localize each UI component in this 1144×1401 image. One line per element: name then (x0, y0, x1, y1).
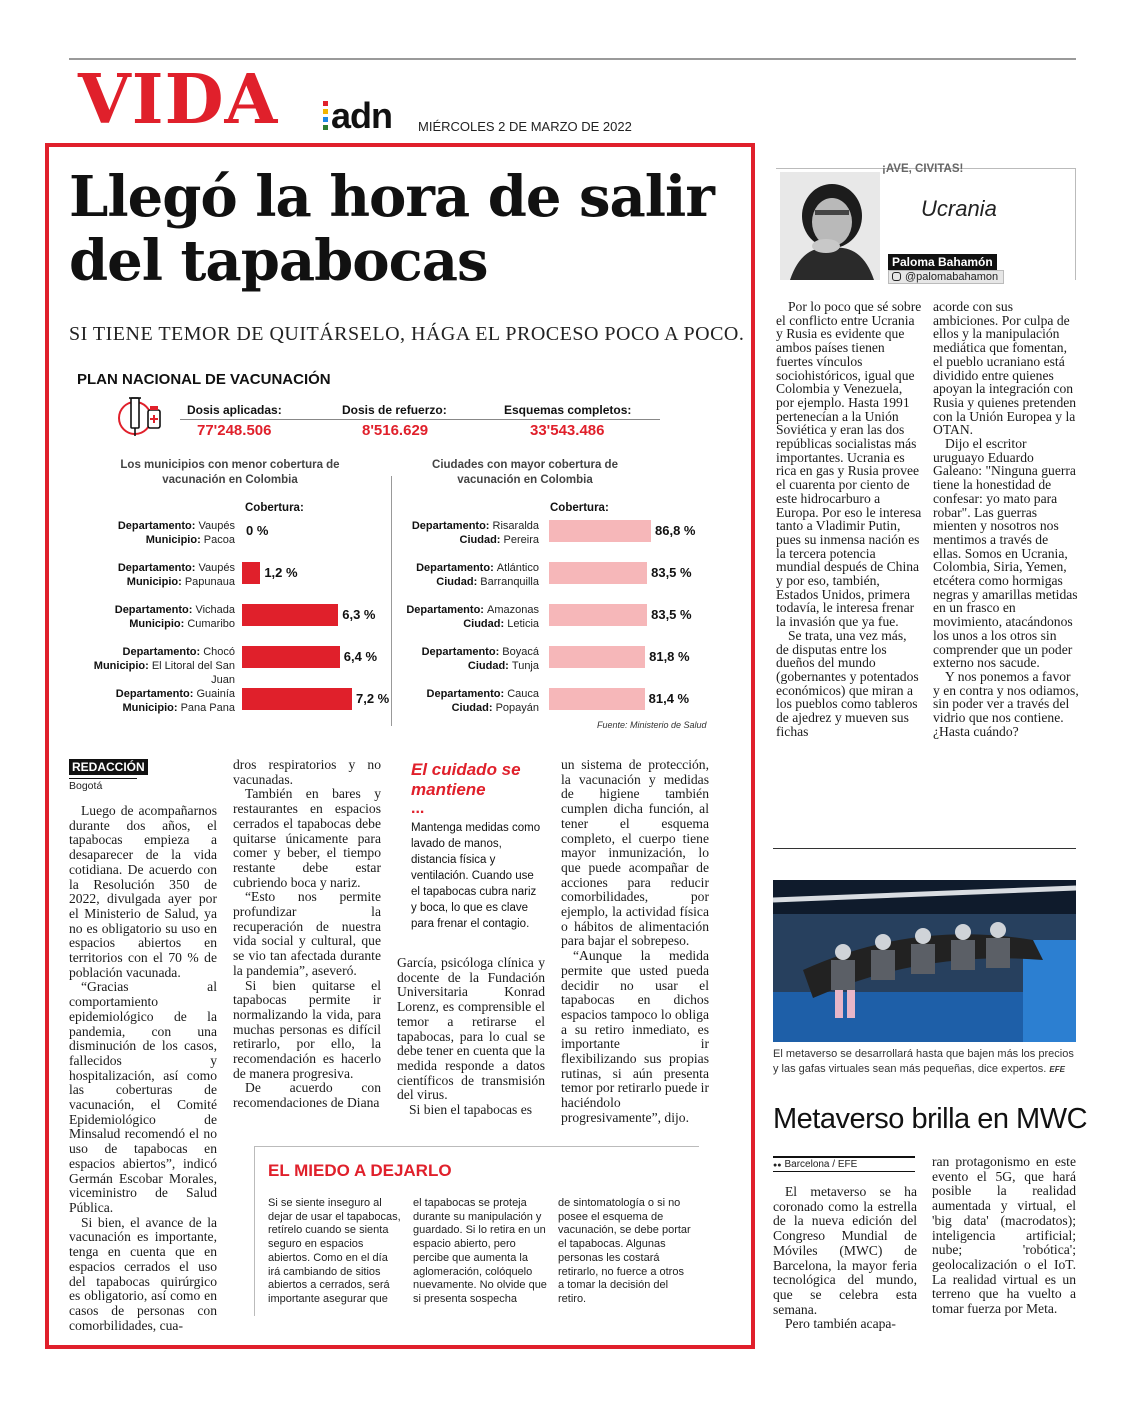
issue-date: MIÉRCOLES 2 DE MARZO DE 2022 (418, 119, 632, 134)
bar-label: Departamento: Guainía Municipio: Pana Pana (115, 688, 235, 714)
instagram-icon (892, 272, 901, 281)
coverage-header-highest: Cobertura: (550, 502, 609, 514)
sidebar-title: El cuidado se mantiene (411, 760, 521, 799)
bar-value-label: 0 % (246, 523, 269, 538)
paragraph: Se trata, una vez más, de disputas entre los dueños del mundo (gobernantes y potentados económicos) que miran a los pueblos como tableros de ajedrez y mueven sus fichas (776, 627, 919, 739)
bar-value-label: 7,2 % (356, 691, 390, 706)
mwc-byline (773, 1156, 915, 1172)
section-title: VIDA (78, 60, 279, 140)
paragraph: Por lo poco que sé sobre el conflicto entre Ucrania y Rusia es evidente que ambos países tienen fuertes vínculos sociohistóricos, igual que Colombia y Venezuela, por ejemplo. Hasta 1991 pertenecían a la Unión Soviética y eran las dos repúblicas socialistas más importantes. Ucrania es rica en gas y Rusia provee el cuarenta por ciento de este hidrocarburo a Europa. Por eso le interesa tanto a Vladimir Putin, pues su inmensa nación es la tercera potencia mundial después de China y por eso, también, Estados Unidos, primera todavía, le interesa frenar la invasión que ya fue. (776, 299, 922, 630)
bar-value-label: 81,4 % (648, 691, 690, 706)
bar-label: Departamento: Atlántico Ciudad: Barranquilla (416, 562, 539, 588)
paragraph: dros respiratorios y no vacunadas. (233, 757, 381, 787)
paragraph: Pero también acapa- (785, 1316, 896, 1332)
chart-title-lowest: Los municipios con menor cobertura de vacunación en Colombia (120, 459, 340, 486)
bar (549, 688, 645, 710)
bar-value-label: 1,2 % (264, 565, 298, 580)
paragraph: “Aunque la medida permite que usted pueda decidir no usar el tapabocas en dichos espacios tampoco lo obliga a su retiro inmediato, es importante ir flexibilizando sus propias rutinas, si aún presenta temor por retirarlo puede ir haciéndolo progresivamente”, dijo. (561, 948, 709, 1125)
fear-box-column-1: Si se siente inseguro al dejar de usar el tapabocas, retírelo cuando se sienta seguro en espacios abiertos. Como en el día irá cambiando de sitios abiertos a cerrados, será importante asegurar que (268, 1197, 401, 1305)
coverage-header-lowest: Cobertura: (245, 502, 304, 514)
bar-label: Departamento: Vaupés Municipio: Papunaua (117, 562, 235, 588)
paragraph: Si bien quitarse el tapabocas permite ir normalizando la vida, para muchas personas es difícil retirarlo, por ello, la recomendación es hacerlo de manera progresiva. (233, 977, 381, 1081)
bar-label: Departamento: Vaupés Municipio: Pacoa (117, 520, 235, 546)
adn-logo-dots (323, 101, 329, 133)
bullet-icon: ●● (773, 1162, 782, 1169)
paragraph: Dijo el escritor uruguayo Eduardo Galeano: "Ninguna guerra tiene la honestidad de confesar: yo mato para robar". Las guerras mienten y nosotros nos mentimos a través de ellas. Somos en Ucrania, Colombia, Siria, Yemen, etcétera como hormigas negras y amarillas metidas en un frasco en movimiento, atacándonos los unos a los otros sin comprender que un poder externo nos sacude. (933, 436, 1078, 671)
mwc-byline-text: Barcelona / EFE (784, 1159, 858, 1170)
paragraph: Si bien, el avance de la vacunación es importante, tenga en cuenta que en espacios cerrados el uso del tapabocas quirúrgico es obligatorio, así como en casos de personas con comorbilidades, cua- (69, 1214, 217, 1333)
bar (549, 604, 647, 626)
opinion-handle (888, 270, 1004, 284)
paragraph: De acuerdo con recomendaciones de Diana (233, 1080, 381, 1111)
infographic-source: Fuente: Ministerio de Salud (597, 720, 707, 730)
paragraph: Y nos ponemos a favor y en contra y nos odiamos, sin poder ver a través del vidrio que nos contiene. ¿Hasta cuándo? (933, 668, 1079, 739)
author-portrait (780, 172, 880, 280)
opinion-author: Paloma Bahamón (888, 254, 997, 270)
mwc-headline: Metaverso brilla en MWC (773, 1103, 1088, 1135)
stat-label-complete: Esquemas completos: (504, 403, 632, 417)
sidebar-ellipsis: ... (411, 800, 425, 817)
bar (242, 646, 340, 668)
bar-value-label: 86,8 % (655, 523, 696, 538)
paragraph: Si bien el tapabocas es (409, 1102, 533, 1118)
chart-title-highest: Ciudades con mayor cobertura de vacunación en Colombia (432, 459, 618, 486)
paragraph: acorde con sus ambiciones. Por culpa de ellos y la manipulación mediática que fomentan, el pueblo ucraniano está dividido entre quienes apoyan la integración con Rusia y quienes pretenden con la Unión Europea y la OTAN. (933, 299, 1077, 438)
bar-value-label: 81,8 % (649, 649, 690, 664)
body-column-1 (69, 804, 217, 1333)
paragraph: “Esto nos permite profundizar la recuperación de nuestra vida social y cultural, que se vio tan afectada durante la pandemia”, aseveró. (233, 889, 381, 978)
byline-city: Bogotá (69, 778, 137, 792)
headline: Llegó la hora de salir del tapabocas (69, 164, 714, 294)
body-column-4 (561, 758, 709, 1126)
opinion-title: Ucrania (921, 196, 997, 221)
bar-label: Departamento: Boyacá Ciudad: Tunja (421, 646, 539, 672)
body-column-2 (233, 758, 381, 1111)
infographic-title: PLAN NACIONAL DE VACUNACIÓN (77, 371, 331, 388)
bar-label: Departamento: Risaralda Ciudad: Pereira (411, 520, 539, 546)
bar-label: Departamento: Amazonas Ciudad: Leticia (406, 604, 539, 630)
sidebar-text: Mantenga medidas como lavado de manos, distancia física y ventilación. Cuando use el tapabocas cubra nariz y boca, lo que es clave para frenar el contagio. (411, 822, 541, 930)
fear-box-column-3: de sintomatología o si no posee el esquema de vacunación, se debe portar el tapabocas. Algunas personas les costará retirarlo, no fuerce a otros a tomar la decisión del retiro. (558, 1197, 691, 1305)
bar (242, 562, 260, 584)
section-rule (773, 848, 1076, 849)
bar-value-label: 83,5 % (651, 565, 692, 580)
stat-label-booster: Dosis de refuerzo: (342, 403, 447, 417)
stat-value-booster: 8'516.629 (362, 422, 429, 439)
bar (549, 562, 647, 584)
fear-box-column-2: el tapabocas se proteja durante su manipulación y guardado. Si lo retira en un espacio abierto, pero percibe que aumenta la aglomeración, colóquelo nuevamente. No olvide que si presenta sospecha (413, 1197, 547, 1305)
mwc-column-2 (932, 1155, 1076, 1317)
byline-name: REDACCIÓN (69, 759, 148, 775)
bar-label: Departamento: Vichada Municipio: Cumaribo (114, 604, 235, 630)
caption-text: El metaverso se desarrollará hasta que bajen más los precios y las gafas virtuales sean más pequeñas, dice expertos. (773, 1048, 1074, 1075)
adn-logo: adn (331, 95, 393, 136)
photo-credit: EFE (1049, 1065, 1065, 1074)
paragraph: “Gracias al comportamiento epidemiológico de la pandemia, con una disminución de los casos, fallecidos y hospitalización, así como las coberturas de vacunación, el Comité Epidemiológico de Minsalud recomendó el no uso de tapabocas en espacios abiertos”, indicó Germán Escobar Morales, viceministro de Salud Pública. (69, 979, 217, 1215)
metaverse-photo (773, 880, 1076, 1042)
paragraph: Luego de acompañarnos durante dos años, el tapabocas empieza a desaparecer de la vida cotidiana. De acuerdo con la Resolución 350 de 2022, divulgada ayer por el Ministerio de Salud, ya no es obligatorio su uso en espacios abiertos en territorios con el 70 % de población vacunada. (69, 803, 217, 980)
bar-value-label: 6,3 % (342, 607, 376, 622)
bar-label: Departamento: Cauca Ciudad: Popayán (426, 688, 539, 714)
paragraph: García, psicóloga clínica y docente de la Fundación Universitaria Konrad Lorenz, es comprensible el temor a retirarse el tapabocas, para lo cual se debe tener en cuenta que la medida responde a datos científicos de transmisión del virus. (397, 955, 545, 1103)
fear-box-title: EL MIEDO A DEJARLO (268, 1161, 452, 1180)
body-column-3 (397, 956, 545, 1118)
stat-value-applied: 77'248.506 (197, 422, 272, 439)
paragraph: El metaverso se ha coronado como la estrella de la nueva edición del Congreso Mundial de Móviles (MWC) de Barcelona, la mayor feria tecnológica del mundo, que se celebra esta semana. (773, 1184, 917, 1317)
handle-text: @palomabahamon (905, 271, 999, 283)
opinion-kicker: ¡AVE, CIVITAS! (882, 163, 964, 175)
mwc-column-1 (773, 1185, 917, 1332)
bar (242, 604, 338, 626)
bar-label: Departamento: Chocó Municipio: El Litoral del San Juan (93, 646, 235, 686)
bar (549, 646, 645, 668)
bar-value-label: 83,5 % (651, 607, 692, 622)
stat-rule (180, 419, 660, 420)
bar (242, 688, 352, 710)
bar (549, 520, 651, 542)
vaccine-syringe-icon (118, 392, 168, 438)
chart-separator (391, 476, 392, 726)
paragraph: ran protagonismo en este evento el 5G, que hará posible la realidad aumentada y virtual, el 'big data' (macrodatos); inteligencia artificial; nube; 'robótica'; geolocalización o el IoT. La realidad virtual es un terreno que ha vuelto a tomar fuerza por Meta. (932, 1154, 1076, 1317)
stat-label-applied: Dosis aplicadas: (187, 403, 282, 417)
paragraph: un sistema de protección, la vacunación y medidas de higiene también cumplen dicha función, al tener el esquema completo, el cuerpo tiene mayor inmunización, lo que puede acompañar de acciones para reducir comorbilidades, por ejemplo, la actividad física o hábitos de alimentación para bajar el sobrepeso. (561, 757, 709, 949)
deck: SI TIENE TEMOR DE QUITÁRSELO, HÁGA EL PROCESO POCO A POCO. (69, 323, 745, 345)
photo-caption (773, 1047, 1076, 1077)
paragraph: También en bares y restaurantes en espacios cerrados el tapabocas debe quitarse únicamente para comer y beber, el tiempo restante debe estar cubriendo boca y nariz. (233, 786, 381, 890)
opinion-column-1 (776, 300, 922, 739)
stat-value-complete: 33'543.486 (530, 422, 605, 439)
bar-value-label: 6,4 % (343, 649, 378, 664)
byline (69, 758, 148, 792)
opinion-column-2 (933, 300, 1079, 739)
